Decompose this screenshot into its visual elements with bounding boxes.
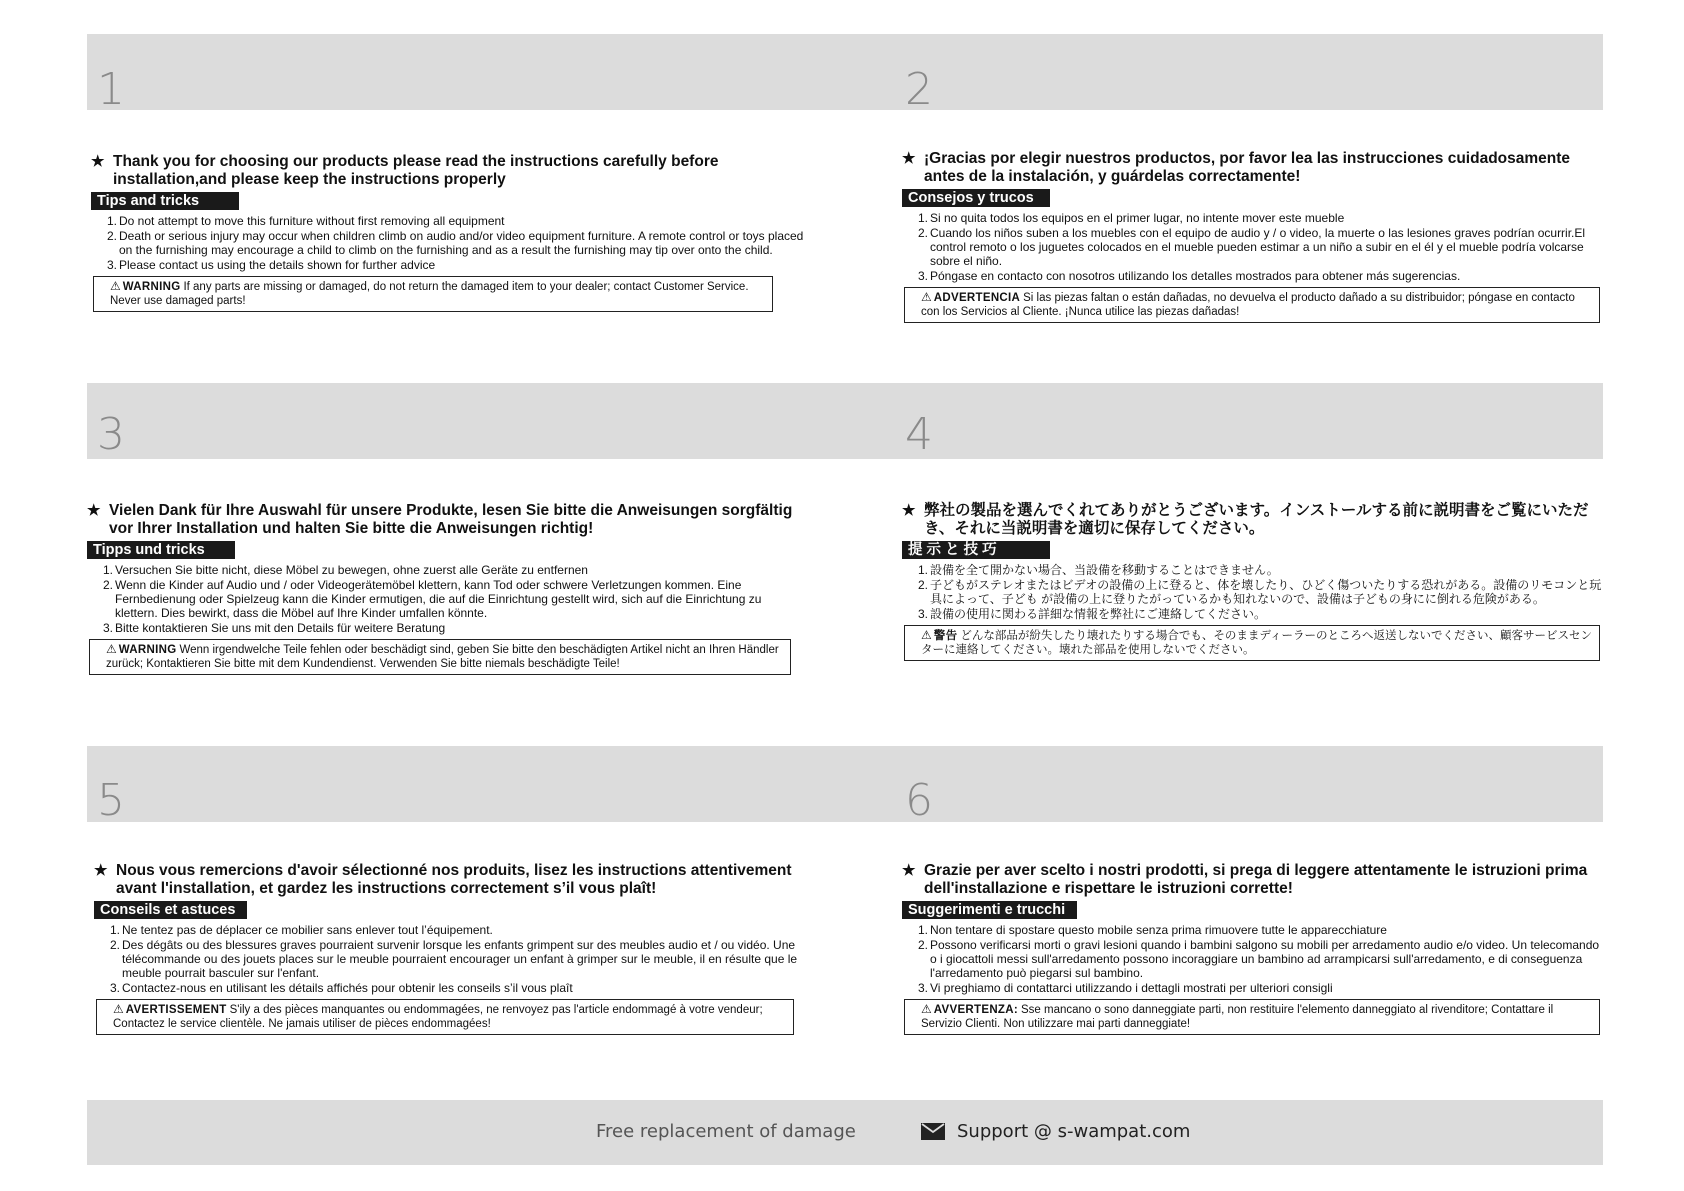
section-japanese bbox=[902, 502, 1602, 661]
list-item: 1. 設備を全て開かない場合、当設備を移動することはできません。 bbox=[918, 563, 1279, 577]
section-number-4: 4 bbox=[905, 409, 933, 460]
section-title: ★ 弊社の製品を選んでくれてありがとうございます。インストールする前に説明書をご覧にいただき、それに当説明書を適切に保存してください。 bbox=[902, 502, 1589, 537]
warning-box: ⚠ AVVERTENZA: Sse mancano o sono danneggiate parti, non restituire l'elemento danneggiato al rivenditore; Contattare il Servizio Clienti. Non utilizzare mai parti danneggiate! bbox=[904, 999, 1600, 1035]
warning-box: ⚠ WARNING Wenn irgendwelche Teile fehlen oder beschädigt sind, geben Sie bitte den beschädigten Artikel nicht an Ihren Händler zurück; Kontaktieren Sie bitte mit dem Kundendienst. Verwenden Sie bitte niemals beschädigte Teile! bbox=[89, 639, 791, 675]
tips-list bbox=[902, 563, 1602, 621]
list-item: 2. Wenn die Kinder auf Audio und / oder Videogerätemöbel klettern, kann Tod oder schwere Verletzungen kommen. Eine Fernbedienung oder Spielzeug kann die Kinder ermutigen, die auf die Einrichtung gestellt wird, sich auf die Einrichtung zu klettern. Dies bewirkt, dass die Möbel auf Ihre Kinder umfallen könnte. bbox=[103, 578, 762, 620]
star-icon: ★ bbox=[902, 502, 916, 519]
envelope-icon bbox=[921, 1123, 945, 1140]
section-number-6: 6 bbox=[905, 775, 933, 826]
warning-box: ⚠ WARNING If any parts are missing or damaged, do not return the damaged item to your dealer; contact Customer Service. Never use damaged parts! bbox=[93, 276, 773, 312]
warning-icon: ⚠ bbox=[921, 1002, 932, 1016]
section-title: ★ Vielen Dank für Ihre Auswahl für unsere Produkte, lesen Sie bitte die Anweisungen sorgfältig vor Ihrer Installation und halten Sie bitte die Anweisungen richtig! bbox=[87, 502, 793, 537]
tips-list bbox=[91, 214, 811, 272]
list-item: 3. Bitte kontaktieren Sie uns mit den Details für weitere Beratung bbox=[103, 621, 446, 635]
support-email[interactable]: Support @ s-wampat.com bbox=[957, 1121, 1191, 1142]
list-item: 1. Si no quita todos los equipos en el primer lugar, no intente mover este mueble bbox=[918, 211, 1345, 225]
warning-icon: ⚠ bbox=[113, 1002, 124, 1016]
section-french bbox=[94, 862, 814, 1035]
star-icon: ★ bbox=[902, 862, 916, 879]
list-item: 3. Please contact us using the details shown for further advice bbox=[107, 258, 436, 272]
tips-list bbox=[902, 923, 1602, 995]
star-icon: ★ bbox=[87, 502, 101, 519]
star-icon: ★ bbox=[902, 150, 916, 167]
section-number-2: 2 bbox=[905, 64, 933, 115]
list-item: 3. Contactez-nous en utilisant les détails affichés pour obtenir les conseils s’il vous plaît bbox=[110, 981, 573, 995]
list-item: 1. Do not attempt to move this furniture without first removing all equipment bbox=[107, 214, 505, 228]
header-band-top bbox=[87, 34, 1603, 115]
star-icon: ★ bbox=[94, 862, 108, 879]
list-item: 2. Cuando los niños suben a los muebles con el equipo de audio y / o video, la muerte o las lesiones graves podrían ocurrir.El control remoto o los juguetes colocados en el mueble pueden estimar a un niño a subir en el él y el mueble podría volcarse sobre el niño. bbox=[918, 226, 1586, 268]
section-spanish bbox=[902, 150, 1602, 323]
tips-list bbox=[94, 923, 814, 995]
section-english bbox=[91, 153, 811, 312]
list-item: 2. 子どもがステレオまたはビデオの設備の上に登ると、体を壊したり、ひどく傷ついたりする恐れがある。設備のリモコンと玩具によって、子ども が設備の上に登りたがっているかも知れないので、設備は子どもの身にに倒れる危険がある。 bbox=[918, 578, 1602, 606]
tips-tag: Conseils et astuces bbox=[94, 901, 247, 919]
list-item: 2. Possono verificarsi morti o gravi lesioni quando i bambini salgono su mobili per arredamento audio e/o video. Un telecomando o i giocattoli messi sull'arredamento possono incoraggiare un bambino ad arrampicarsi sull'arredamento, e di conseguenza l'arredamento può piegarsi sul bambino. bbox=[918, 938, 1600, 980]
footer-support[interactable] bbox=[921, 1121, 1190, 1142]
section-number-3: 3 bbox=[97, 409, 125, 460]
footer-replacement-text: Free replacement of damage bbox=[596, 1121, 856, 1142]
list-item: 3. 設備の使用に関わる詳細な情報を弊社にご連絡してください。 bbox=[918, 607, 1267, 621]
tips-tag: Tipps und tricks bbox=[87, 541, 235, 559]
header-band-middle bbox=[87, 383, 1603, 459]
warning-icon: ⚠ bbox=[921, 290, 932, 304]
warning-box: ⚠ ADVERTENCIA Si las piezas faltan o están dañadas, no devuelva el producto dañado a su distribuidor; póngase en contacto con los Servicios al Cliente. ¡Nunca utilice las piezas dañadas! bbox=[904, 287, 1600, 323]
list-item: 1. Non tentare di spostare questo mobile senza prima rimuovere tutte le apparecchiature bbox=[918, 923, 1387, 937]
tips-tag: Suggerimenti e trucchi bbox=[902, 901, 1077, 919]
section-title: ★ Grazie per aver scelto i nostri prodotti, si prega di leggere attentamente le istruzioni prima dell'installazione e rispettare le istruzioni corrette! bbox=[902, 862, 1588, 897]
tips-tag: Tips and tricks bbox=[91, 192, 239, 210]
section-number-5: 5 bbox=[97, 775, 125, 826]
section-italian bbox=[902, 862, 1602, 1035]
section-number-1: 1 bbox=[97, 64, 125, 115]
header-band-lower bbox=[87, 746, 1603, 826]
warning-icon: ⚠ bbox=[110, 279, 121, 293]
star-icon: ★ bbox=[91, 153, 105, 170]
list-item: 2. Des dégâts ou des blessures graves pourraient survenir lorsque les enfants grimpent sur des meubles audio et / ou vidéo. Une télécommande ou des jouets places sur le meuble pourraient encourager un enfant à grimper sur le meuble, il en résulte que le meuble pourrait basculer sur l'enfant. bbox=[110, 938, 798, 980]
warning-box: ⚠ AVERTISSEMENT S'ily a des pièces manquantes ou endommagées, ne renvoyez pas l'article endommagé à votre vendeur; Contactez le service clientèle. Ne jamais utiliser de pièces endommagées! bbox=[96, 999, 794, 1035]
list-item: 3. Vi preghiamo di contattarci utilizzando i dettagli mostrati per ulteriori consigli bbox=[918, 981, 1333, 995]
tips-list bbox=[87, 563, 807, 635]
tips-list bbox=[902, 211, 1602, 283]
list-item: 2. Death or serious injury may occur when children climb on audio and/or video equipment furniture. A remote control or toys placed on the furnishing may encourage a child to climb on the furnishing and as a result the furnishing may tip over onto the child. bbox=[107, 229, 804, 257]
section-german bbox=[87, 502, 807, 675]
list-item: 1. Versuchen Sie bitte nicht, diese Möbel zu bewegen, ohne zuerst alle Geräte zu entfernen bbox=[103, 563, 588, 577]
warning-icon: ⚠ bbox=[921, 628, 932, 642]
tips-tag: Consejos y trucos bbox=[902, 189, 1050, 207]
list-item: 3. Póngase en contacto con nosotros utilizando los detalles mostrados para obtener más sugerencias. bbox=[918, 269, 1461, 283]
list-item: 1. Ne tentez pas de déplacer ce mobilier sans enlever tout l’équipement. bbox=[110, 923, 493, 937]
section-title: ★ Thank you for choosing our products please read the instructions carefully before installation,and please keep the instructions properly bbox=[91, 153, 719, 188]
section-title: ★ ¡Gracias por elegir nuestros productos, por favor lea las instrucciones cuidadosamente antes de la instalación, y guárdelas correctamente! bbox=[902, 150, 1571, 185]
tips-tag: 提 示 と 技 巧 bbox=[902, 541, 1050, 559]
section-title: ★ Nous vous remercions d'avoir sélectionné nos produits, lisez les instructions attentivement avant l'installation, et gardez les instructions correctement s’il vous plaît! bbox=[94, 862, 792, 897]
warning-icon: ⚠ bbox=[106, 642, 117, 656]
warning-box: ⚠ 警告 どんな部品が紛失したり壊れたりする場合でも、そのままディーラーのところへ返送しないでください、顧客サービスセンターに連絡してください。壊れた部品を使用しないでください。 bbox=[904, 625, 1600, 661]
